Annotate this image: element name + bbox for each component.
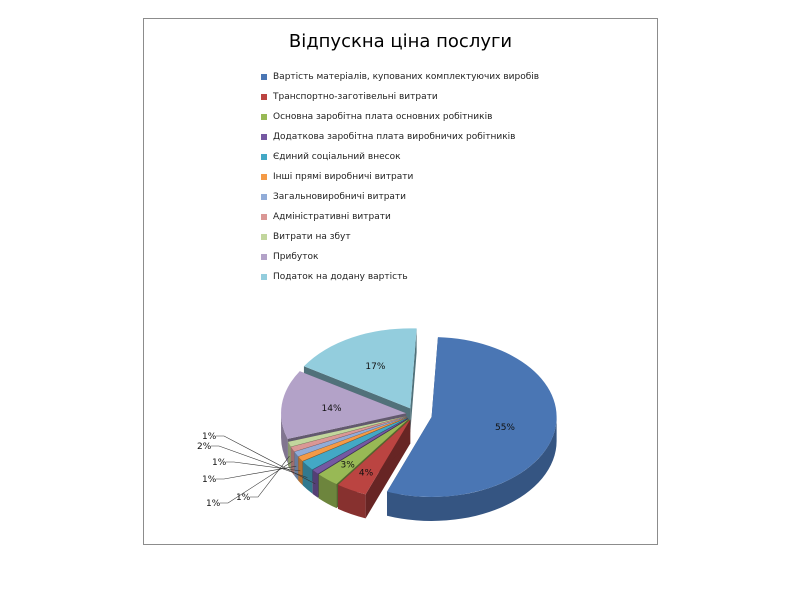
legend-label: Основна заробітна плата основних робітників [273,112,493,122]
legend-label: Загальновиробничі витрати [273,192,407,202]
data-label: 55% [494,422,516,433]
legend-label: Додаткова заробітна плата виробничих робітників [273,132,516,142]
data-label: 2% [197,442,212,452]
data-label: 1% [206,499,221,509]
pie-slice-side [288,442,291,471]
chart-frame [143,18,658,545]
leader-line [216,466,296,479]
legend-label: Єдиний соціальний внесок [273,152,401,162]
legend-label: Вартість матеріалів, купованих комплектуючих виробів [273,72,540,82]
data-label: 1% [236,493,251,503]
data-label: 14% [321,403,342,414]
data-label: 1% [212,458,227,468]
pie-slice-side [313,470,318,498]
pie-chart [144,19,659,546]
legend-label: Податок на додану вартість [273,272,408,282]
legend-label: Інші прямі виробничі витрати [273,172,414,182]
leader-line [250,456,289,497]
legend-label: Адміністративні витрати [273,212,391,222]
legend-label: Прибуток [273,252,319,262]
legend-label: Витрати на збут [273,232,351,242]
data-label: 17% [365,361,386,372]
legend-label: Транспортно-заготівельні витрати [273,92,438,102]
data-label: 3% [340,460,355,471]
chart-title: Відпускна ціна послуги [288,31,513,52]
data-label: 4% [358,468,374,479]
data-label: 1% [202,475,217,485]
data-label: 1% [202,432,217,442]
